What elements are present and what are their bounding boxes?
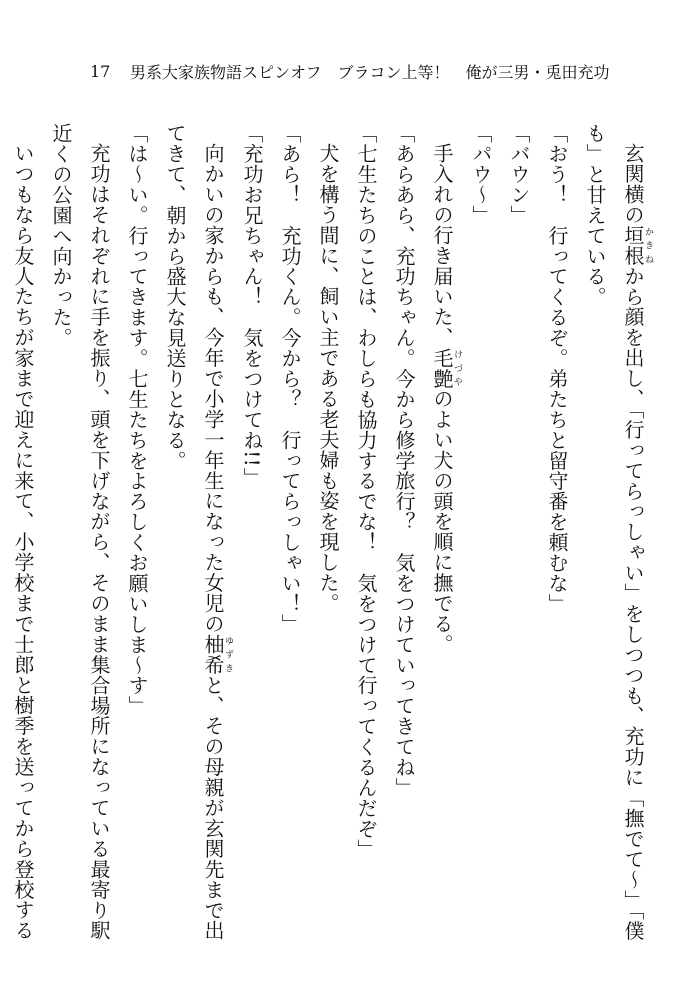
page-number: 17 — [90, 61, 111, 81]
body-line-12-start: 向かいの家からも、今年で小学一年生になった女児の — [201, 143, 225, 634]
dialogue-line-14: 「は〜い。行ってきます。七生たちをよろしくお願いしま〜す」 — [125, 123, 149, 717]
dialogue-line-3: 「おう！ 行ってくるぞ。弟たちと留守番を頼むな」 — [545, 123, 569, 614]
body-line-9: 犬を構う間に、飼い主である老夫婦も姿を現した。 — [316, 143, 340, 614]
ruby-base-yuzuki: 柚希 — [201, 633, 225, 675]
furigana-kakine — [621, 224, 653, 266]
body-line-1-text: 玄関横の — [621, 143, 645, 225]
body-line-6-rest: のよい犬の頭を順に撫でる。 — [430, 388, 454, 655]
body-line-1 — [614, 123, 653, 943]
ruby-base-kakine: 垣根 — [621, 224, 645, 266]
running-title: 男系大家族物語スピンオフ ブラコン上等！ 俺が三男・兎田充功 — [130, 62, 610, 82]
dialogue-line-11: 「充功お兄ちゃん！ 気をつけてね!!」 — [240, 123, 264, 488]
body-line-6-start: 手入れの行き届いた、 — [430, 143, 454, 348]
body-line-12 — [194, 123, 233, 943]
dialogue-line-5: 「パウ〜」 — [469, 123, 493, 226]
furigana-yuzuki — [201, 633, 233, 675]
page-header — [90, 57, 650, 85]
dialogue-line-8: 「七生たちのことは、わしらも協力するでな！ 気をつけて行ってくるんだぞ」 — [354, 123, 378, 860]
body-line-1-rest: から顔を出し、「行ってらっしゃい」をしつつも、充功に「撫でて〜」「僕 — [621, 265, 645, 942]
furigana-kezuya — [430, 347, 462, 389]
body-line-6 — [423, 123, 462, 943]
ruby-reading-kakine: かきね — [643, 224, 653, 266]
body-line-12-rest: と、その母親が玄関先まで出 — [201, 674, 225, 941]
novel-page-text — [11, 123, 653, 943]
body-line-16: 近くの公園へ向かった。 — [49, 123, 73, 348]
body-line-15: 充功はそれぞれに手を振り、頭を下げながら、そのまま集合場所になっている最寄り駅 — [87, 143, 111, 941]
body-line-13: てきて、朝から盛大な見送りとなる。 — [163, 123, 187, 471]
dialogue-line-7: 「あらあら、充功ちゃん。今から修学旅行？ 気をつけていってきてね」 — [392, 123, 416, 798]
ruby-reading-yuzuki: ゆずき — [223, 633, 233, 675]
ruby-base-kezuya: 毛艶 — [430, 347, 454, 389]
body-line-2: も」と甘えている。 — [583, 123, 607, 308]
ruby-reading-kezuya: けづや — [452, 347, 462, 389]
dialogue-line-4: 「バウン」 — [507, 123, 531, 226]
dialogue-line-10: 「あら！ 充功くん。今から？ 行ってらっしゃい！」 — [278, 123, 302, 635]
body-line-17: いつもなら友人たちが家まで迎えに来て、小学校まで士郎と樹季を送ってから登校する — [11, 143, 35, 941]
